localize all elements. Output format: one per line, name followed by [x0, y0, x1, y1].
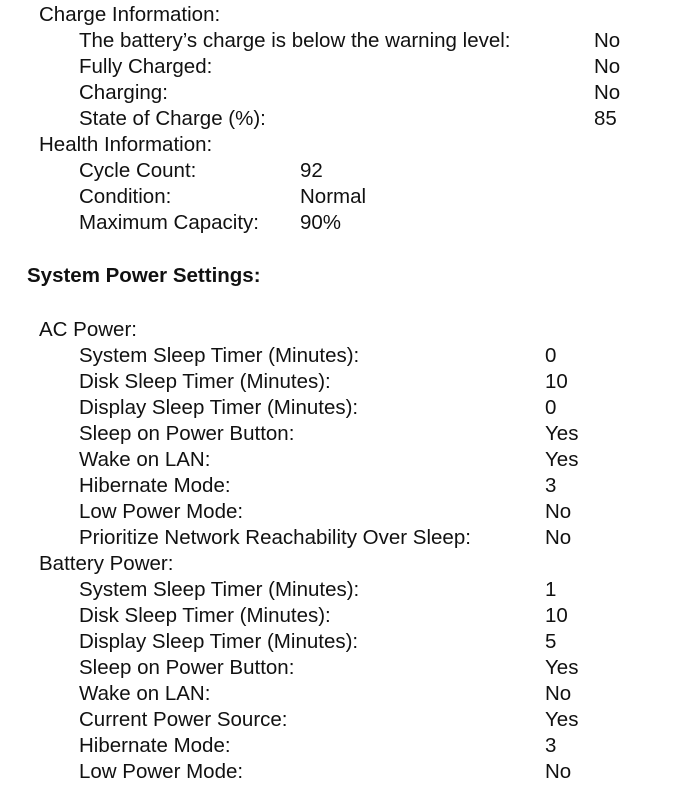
battery-power-heading: Battery Power: [39, 552, 174, 575]
info-label: Low Power Mode: [79, 760, 244, 783]
info-value: 90% [300, 211, 342, 234]
ac-row-hibernate-mode [79, 473, 679, 499]
info-label: Hibernate Mode: [79, 474, 231, 497]
info-label: Wake on LAN: [79, 448, 211, 471]
info-value: 1 [545, 578, 557, 601]
info-row-cycle-count [79, 158, 479, 184]
info-label: System Sleep Timer (Minutes): [79, 344, 360, 367]
info-value: No [594, 29, 621, 52]
info-label: Display Sleep Timer (Minutes): [79, 630, 359, 653]
info-label: The battery’s charge is below the warning level: [79, 29, 511, 52]
info-row-state-of-charge [79, 106, 698, 132]
ac-row-disk-sleep-timer [79, 369, 679, 395]
info-value: Normal [300, 185, 367, 208]
ac-row-sleep-on-power-button [79, 421, 679, 447]
info-value: 3 [545, 734, 557, 757]
info-value: Yes [545, 708, 579, 731]
info-label: Condition: [79, 185, 172, 208]
battery-row-hibernate-mode [79, 733, 679, 759]
battery-row-wake-on-lan [79, 681, 679, 707]
ac-row-prioritize-network [79, 525, 679, 551]
info-value: Yes [545, 656, 579, 679]
info-label: State of Charge (%): [79, 107, 266, 130]
info-value: No [545, 500, 572, 523]
info-label: Charging: [79, 81, 168, 104]
info-label: Fully Charged: [79, 55, 213, 78]
battery-row-current-power-source [79, 707, 679, 733]
info-row-charging [79, 80, 698, 106]
info-value: 0 [545, 396, 557, 419]
info-label: Sleep on Power Button: [79, 422, 295, 445]
info-value: No [594, 55, 621, 78]
info-value: 10 [545, 604, 568, 627]
ac-row-low-power-mode [79, 499, 679, 525]
info-value: 3 [545, 474, 557, 497]
info-value: 10 [545, 370, 568, 393]
info-label: Wake on LAN: [79, 682, 211, 705]
info-label: Display Sleep Timer (Minutes): [79, 396, 359, 419]
info-label: Prioritize Network Reachability Over Sleep: [79, 526, 471, 549]
battery-row-disk-sleep-timer [79, 603, 679, 629]
info-row-maximum-capacity [79, 210, 479, 236]
ac-row-display-sleep-timer [79, 395, 679, 421]
info-label: Cycle Count: [79, 159, 197, 182]
info-value: Yes [545, 422, 579, 445]
battery-row-sleep-on-power-button [79, 655, 679, 681]
system-power-settings-heading: System Power Settings: [27, 264, 261, 287]
info-value: No [545, 760, 572, 783]
ac-power-heading: AC Power: [39, 318, 137, 341]
info-label: Hibernate Mode: [79, 734, 231, 757]
info-value: Yes [545, 448, 579, 471]
charge-information-heading: Charge Information: [39, 3, 221, 26]
info-value: 92 [300, 159, 323, 182]
health-information-heading: Health Information: [39, 133, 213, 156]
info-value: 0 [545, 344, 557, 367]
info-row-fully-charged [79, 54, 698, 80]
ac-row-system-sleep-timer [79, 343, 679, 369]
info-row-below-warning [79, 28, 698, 54]
info-value: No [545, 526, 572, 549]
info-label: Current Power Source: [79, 708, 288, 731]
info-value: 5 [545, 630, 557, 653]
battery-row-low-power-mode [79, 759, 679, 785]
ac-row-wake-on-lan [79, 447, 679, 473]
info-label: Sleep on Power Button: [79, 656, 295, 679]
info-label: System Sleep Timer (Minutes): [79, 578, 360, 601]
info-value: No [594, 81, 621, 104]
info-label: Disk Sleep Timer (Minutes): [79, 604, 331, 627]
info-label: Maximum Capacity: [79, 211, 259, 234]
info-value: 85 [594, 107, 617, 130]
info-label: Low Power Mode: [79, 500, 244, 523]
battery-row-system-sleep-timer [79, 577, 679, 603]
battery-row-display-sleep-timer [79, 629, 679, 655]
info-value: No [545, 682, 572, 705]
info-row-condition [79, 184, 479, 210]
info-label: Disk Sleep Timer (Minutes): [79, 370, 331, 393]
